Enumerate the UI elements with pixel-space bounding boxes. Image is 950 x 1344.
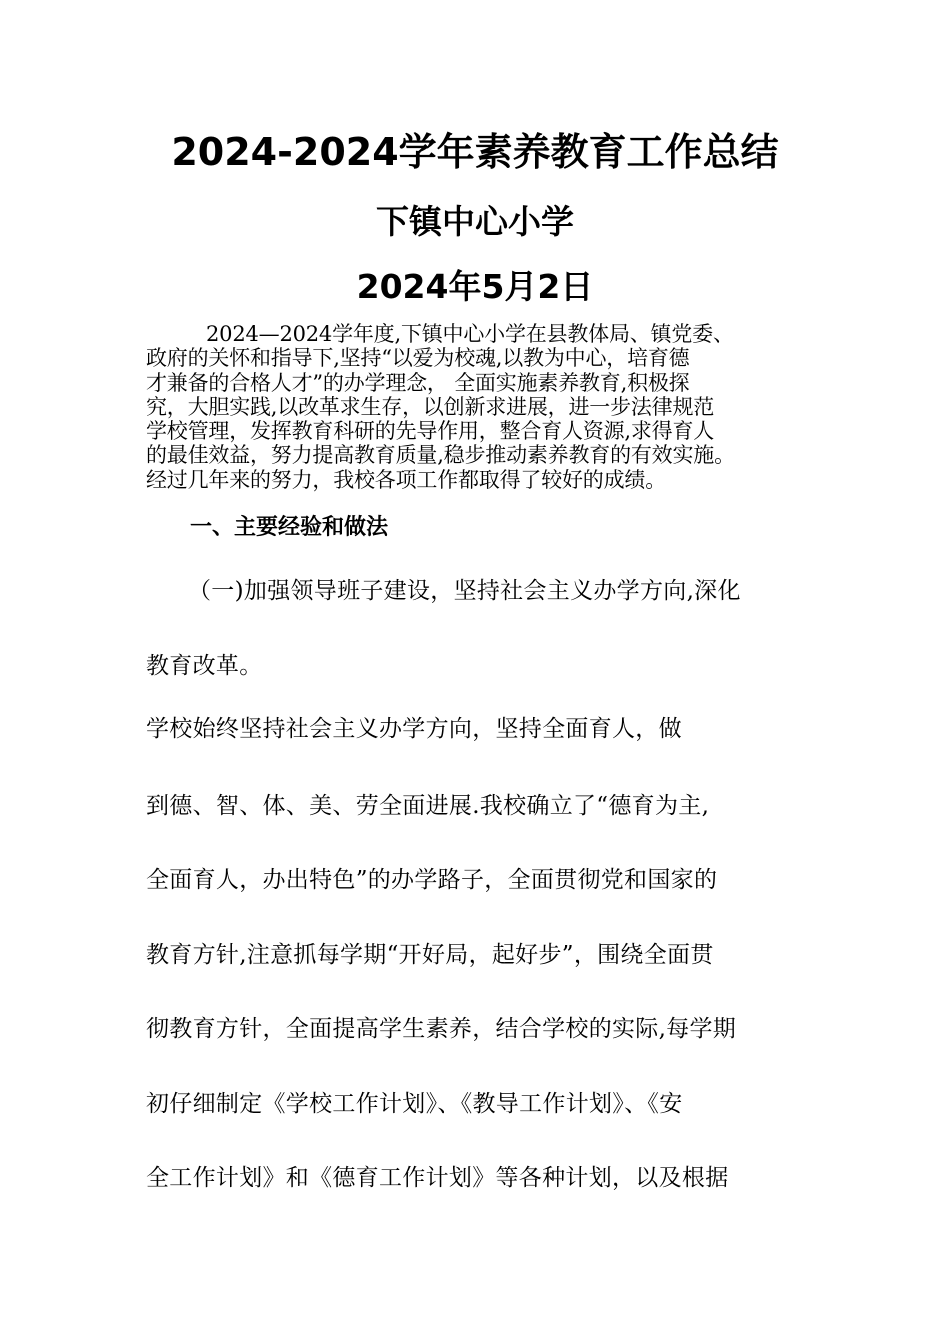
body-line: 初仔细制定《学校工作计划》、《教导工作计划》、《安 — [146, 1091, 683, 1117]
intro-paragraph — [146, 322, 826, 492]
body-line: 学校始终坚持社会主义办学方向，坚持全面育人，做 — [146, 716, 682, 742]
intro-line: 才兼备的合格人才”的办学理念， 全面实施素养教育,积极探 — [146, 370, 690, 395]
document-date: 2024年5月2日 — [356, 267, 594, 306]
subsection-heading: （一)加强领导班子建设，坚持社会主义办学方向,深化 — [188, 578, 741, 604]
body-line: 到德、智、体、美、劳全面进展.我校确立了“德育为主, — [146, 793, 710, 819]
intro-line: 2024—2024学年度,下镇中心小学在县教体局、镇党委、 — [206, 322, 734, 346]
body-line: 教育方针,注意抓每学期“开好局，起好步”，围绕全面贯 — [146, 942, 714, 968]
body-line: 全工作计划》和《德育工作计划》等各种计划，以及根据 — [146, 1165, 729, 1191]
body-line: 全面育人，办出特色”的办学路子，全面贯彻党和国家的 — [146, 867, 718, 893]
school-name: 下镇中心小学 — [376, 202, 574, 241]
intro-line: 究，大胆实践,以改革求生存，以创新求进展，进一步法律规范 — [146, 394, 715, 419]
body-line: 彻教育方针，全面提高学生素养，结合学校的实际,每学期 — [146, 1016, 737, 1042]
intro-line: 经过几年来的努力，我校各项工作都取得了较好的成绩。 — [146, 467, 666, 492]
section-heading: 一、主要经验和做法 — [190, 515, 389, 540]
body-line: 教育改革。 — [146, 653, 263, 679]
intro-line: 的最佳效益，努力提高教育质量,稳步推动素养教育的有效实施。 — [146, 443, 735, 468]
intro-line: 学校管理，发挥教育科研的先导作用，整合育人资源,求得育人 — [146, 419, 715, 444]
document-title: 2024-2024学年素养教育工作总结 — [171, 130, 779, 174]
intro-line: 政府的关怀和指导下,坚持“以爱为校魂,以教为中心，培育德 — [146, 346, 690, 371]
